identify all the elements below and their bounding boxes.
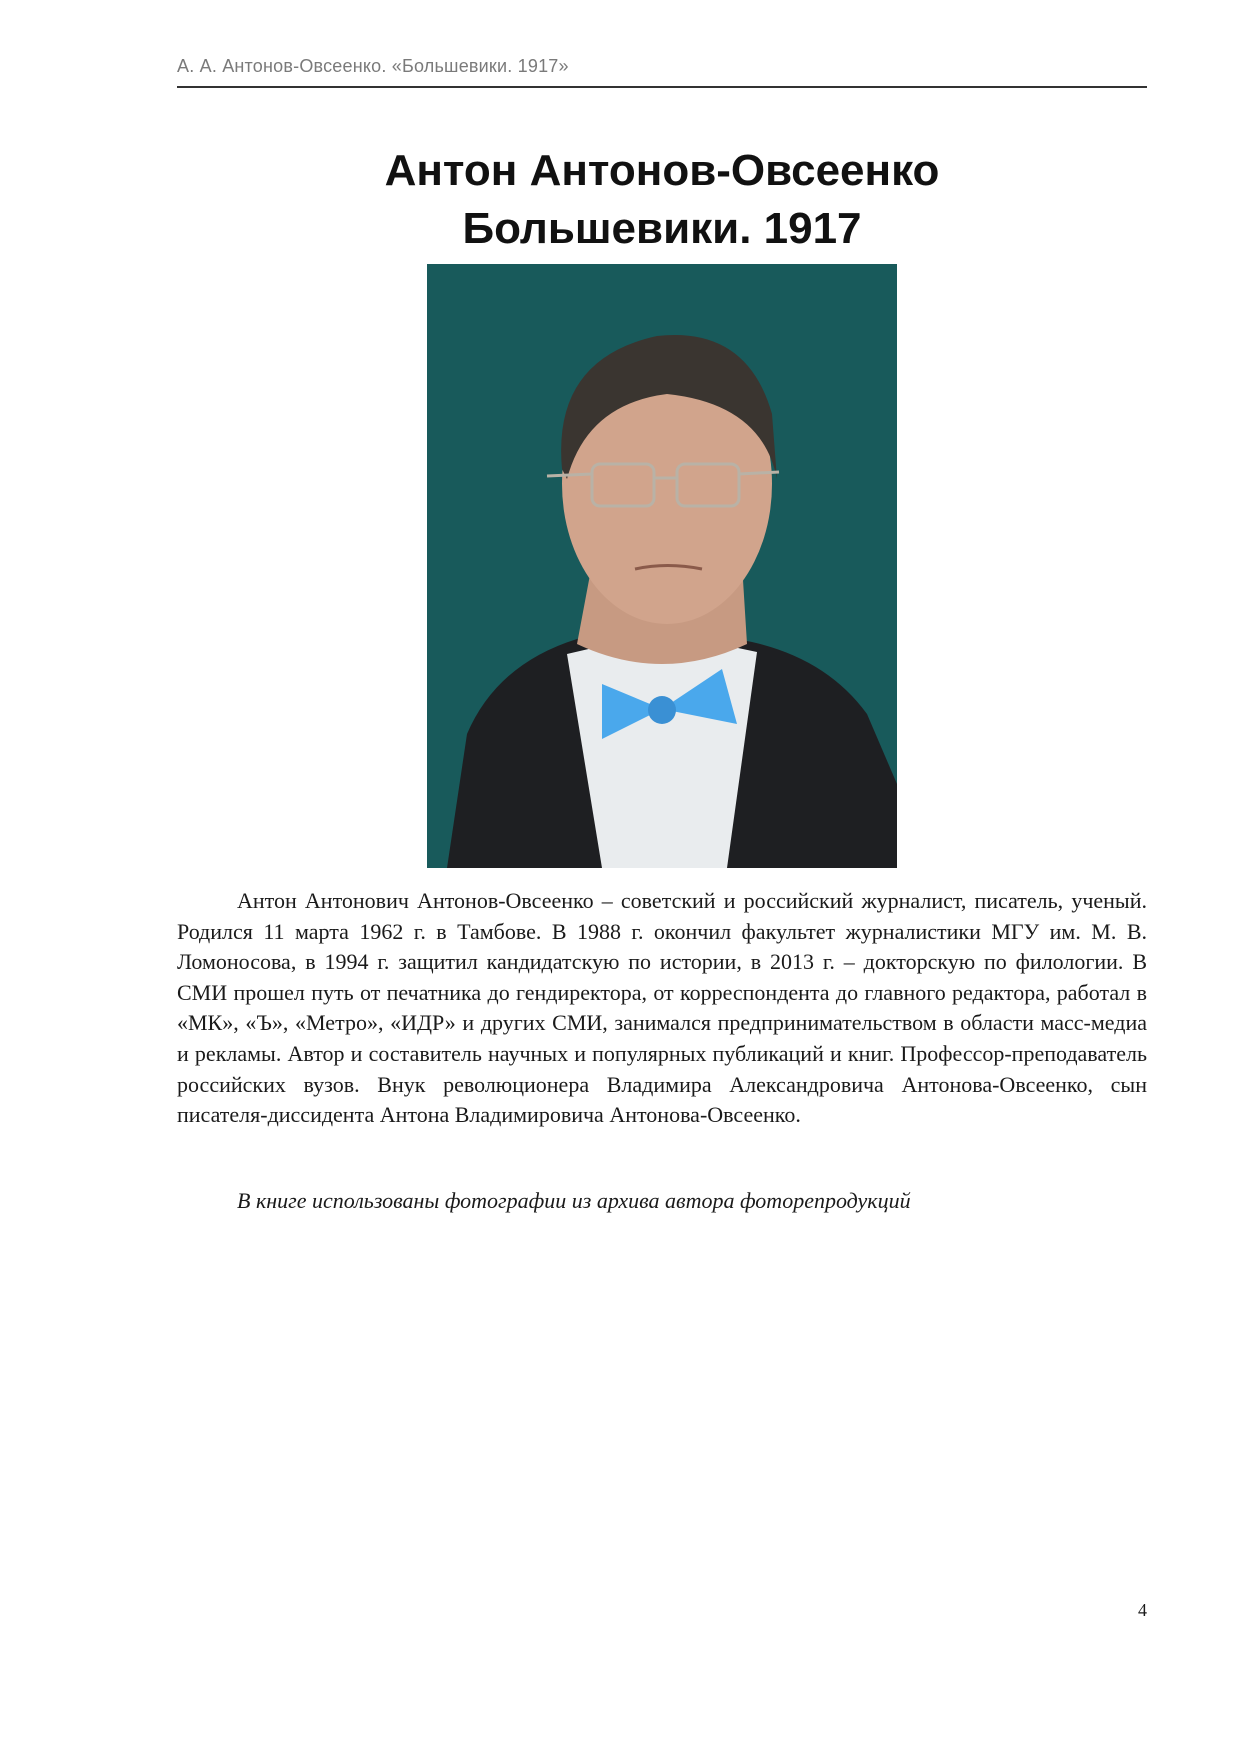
page-number: 4 (1138, 1600, 1147, 1620)
header-rule (177, 86, 1147, 88)
author-portrait (427, 264, 897, 868)
author-bio: Антон Антонович Антонов-Овсеенко – советский и российский журналист, писатель, ученый. Родился 11 марта 1962 г. в Тамбове. В 1988 г. окончил факультет журналистики МГУ им. М. В. Ломоносова, в 1994 г. защитил кандидатскую по истории, в 2013 г. – докторскую по филологии. В СМИ прошел путь от печатника до гендиректора, от корреспондента до главного редактора, работал в «МК», «Ъ», «Метро», «ИДР» и других СМИ, занимался предпринимательством в области масс-медиа и рекламы. Автор и составитель научных и популярных публикаций и книг. Профессор-преподаватель российских вузов. Внук революционера Владимира Александровича Антонова-Овсеенко, сын писателя-диссидента Антона Владимировича Антонова-Овсеенко. (177, 888, 1147, 1128)
photo-credit-note: В книге использованы фотографии из архива автора фоторепродукций (237, 1188, 911, 1213)
title-author: Антон Антонов-Овсеенко (384, 146, 940, 195)
running-header: А. А. Антонов-Овсеенко. «Большевики. 1917» (177, 56, 569, 76)
page-title (177, 142, 1147, 258)
title-book: Большевики. 1917 (462, 204, 862, 253)
